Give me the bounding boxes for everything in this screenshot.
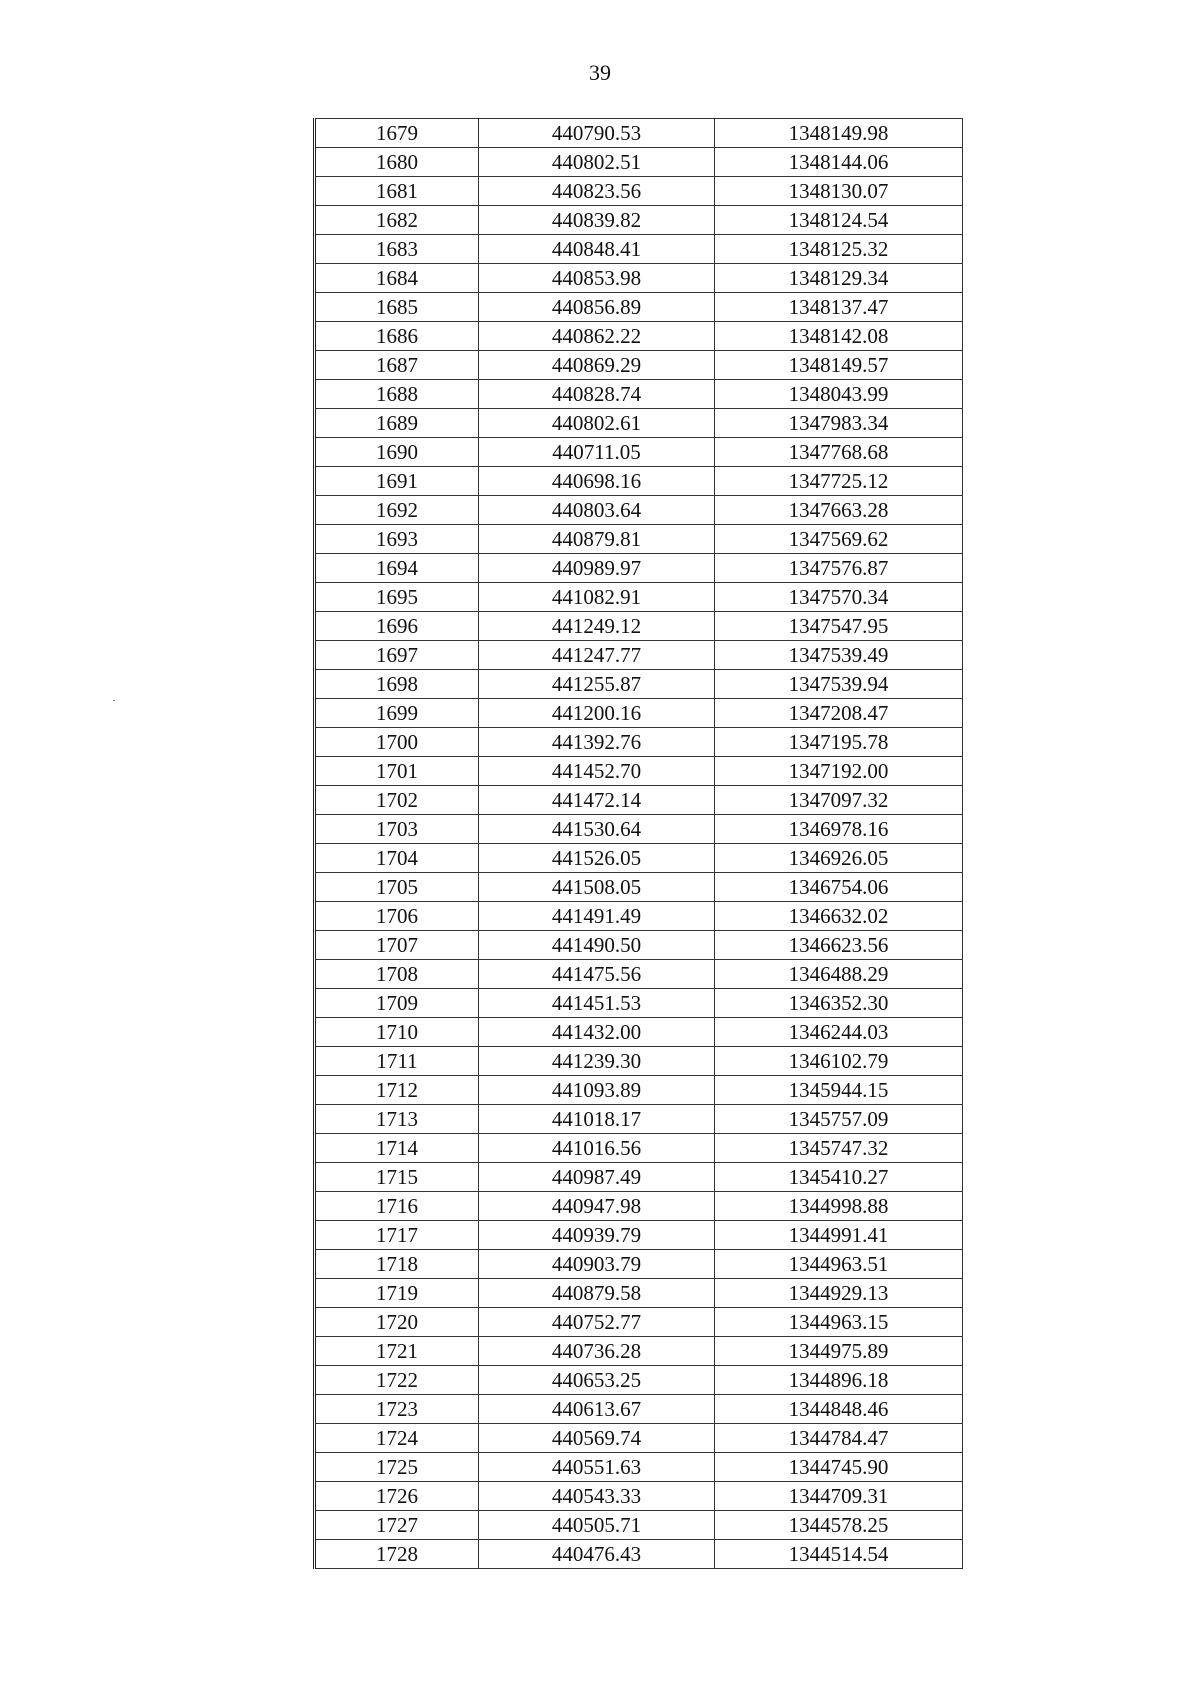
stray-mark — [113, 700, 115, 701]
table-row — [315, 1279, 963, 1308]
point-number-cell: 1688 — [315, 380, 479, 409]
table-row — [315, 1424, 963, 1453]
point-number-cell: 1727 — [315, 1511, 479, 1540]
point-number-cell: 1681 — [315, 177, 479, 206]
x-coordinate-cell: 441526.05 — [479, 844, 715, 873]
table-row — [315, 264, 963, 293]
table-row — [315, 1192, 963, 1221]
table-row — [315, 670, 963, 699]
point-number-cell: 1682 — [315, 206, 479, 235]
y-coordinate-cell: 1346352.30 — [715, 989, 963, 1018]
x-coordinate-cell: 440987.49 — [479, 1163, 715, 1192]
point-number-cell: 1698 — [315, 670, 479, 699]
table-row — [315, 873, 963, 902]
x-coordinate-cell: 440613.67 — [479, 1395, 715, 1424]
table-row — [315, 1134, 963, 1163]
x-coordinate-cell: 440848.41 — [479, 235, 715, 264]
table-row — [315, 1250, 963, 1279]
table-row — [315, 1366, 963, 1395]
x-coordinate-cell: 440989.97 — [479, 554, 715, 583]
y-coordinate-cell: 1344991.41 — [715, 1221, 963, 1250]
table-row — [315, 960, 963, 989]
x-coordinate-cell: 441093.89 — [479, 1076, 715, 1105]
table-row — [315, 931, 963, 960]
point-number-cell: 1680 — [315, 148, 479, 177]
table-row — [315, 757, 963, 786]
point-number-cell: 1720 — [315, 1308, 479, 1337]
point-number-cell: 1714 — [315, 1134, 479, 1163]
y-coordinate-cell: 1346623.56 — [715, 931, 963, 960]
x-coordinate-cell: 440476.43 — [479, 1540, 715, 1569]
table-row — [315, 612, 963, 641]
x-coordinate-cell: 440698.16 — [479, 467, 715, 496]
y-coordinate-cell: 1345410.27 — [715, 1163, 963, 1192]
x-coordinate-cell: 441239.30 — [479, 1047, 715, 1076]
x-coordinate-cell: 440862.22 — [479, 322, 715, 351]
y-coordinate-cell: 1348142.08 — [715, 322, 963, 351]
table-row — [315, 1105, 963, 1134]
point-number-cell: 1717 — [315, 1221, 479, 1250]
x-coordinate-cell: 441082.91 — [479, 583, 715, 612]
y-coordinate-cell: 1347768.68 — [715, 438, 963, 467]
x-coordinate-cell: 440823.56 — [479, 177, 715, 206]
x-coordinate-cell: 440736.28 — [479, 1337, 715, 1366]
point-number-cell: 1705 — [315, 873, 479, 902]
x-coordinate-cell: 440543.33 — [479, 1482, 715, 1511]
table-row — [315, 496, 963, 525]
x-coordinate-cell: 441392.76 — [479, 728, 715, 757]
table-row — [315, 438, 963, 467]
table-row — [315, 699, 963, 728]
table-row — [315, 786, 963, 815]
x-coordinate-cell: 441247.77 — [479, 641, 715, 670]
point-number-cell: 1718 — [315, 1250, 479, 1279]
x-coordinate-cell: 440802.51 — [479, 148, 715, 177]
y-coordinate-cell: 1347195.78 — [715, 728, 963, 757]
table-row — [315, 1482, 963, 1511]
x-coordinate-cell: 441452.70 — [479, 757, 715, 786]
table-row — [315, 525, 963, 554]
point-number-cell: 1696 — [315, 612, 479, 641]
table-row — [315, 641, 963, 670]
point-number-cell: 1679 — [315, 119, 479, 148]
y-coordinate-cell: 1344848.46 — [715, 1395, 963, 1424]
y-coordinate-cell: 1344963.51 — [715, 1250, 963, 1279]
point-number-cell: 1686 — [315, 322, 479, 351]
y-coordinate-cell: 1348149.98 — [715, 119, 963, 148]
y-coordinate-cell: 1348124.54 — [715, 206, 963, 235]
table-row — [315, 1453, 963, 1482]
y-coordinate-cell: 1348144.06 — [715, 148, 963, 177]
point-number-cell: 1691 — [315, 467, 479, 496]
x-coordinate-cell: 441249.12 — [479, 612, 715, 641]
table-row — [315, 1308, 963, 1337]
y-coordinate-cell: 1344578.25 — [715, 1511, 963, 1540]
point-number-cell: 1723 — [315, 1395, 479, 1424]
table-row — [315, 1540, 963, 1569]
table-row — [315, 1395, 963, 1424]
table-row — [315, 1047, 963, 1076]
point-number-cell: 1703 — [315, 815, 479, 844]
table-row — [315, 583, 963, 612]
table-row — [315, 380, 963, 409]
y-coordinate-cell: 1347983.34 — [715, 409, 963, 438]
x-coordinate-cell: 440939.79 — [479, 1221, 715, 1250]
table-row — [315, 467, 963, 496]
point-number-cell: 1709 — [315, 989, 479, 1018]
point-number-cell: 1725 — [315, 1453, 479, 1482]
point-number-cell: 1697 — [315, 641, 479, 670]
point-number-cell: 1724 — [315, 1424, 479, 1453]
point-number-cell: 1728 — [315, 1540, 479, 1569]
y-coordinate-cell: 1348129.34 — [715, 264, 963, 293]
x-coordinate-cell: 441432.00 — [479, 1018, 715, 1047]
point-number-cell: 1712 — [315, 1076, 479, 1105]
x-coordinate-cell: 441472.14 — [479, 786, 715, 815]
point-number-cell: 1684 — [315, 264, 479, 293]
y-coordinate-cell: 1346102.79 — [715, 1047, 963, 1076]
y-coordinate-cell: 1348125.32 — [715, 235, 963, 264]
y-coordinate-cell: 1346754.06 — [715, 873, 963, 902]
y-coordinate-cell: 1348149.57 — [715, 351, 963, 380]
x-coordinate-cell: 440505.71 — [479, 1511, 715, 1540]
x-coordinate-cell: 440903.79 — [479, 1250, 715, 1279]
y-coordinate-cell: 1344514.54 — [715, 1540, 963, 1569]
table-row — [315, 322, 963, 351]
x-coordinate-cell: 440711.05 — [479, 438, 715, 467]
y-coordinate-cell: 1344896.18 — [715, 1366, 963, 1395]
table-row — [315, 206, 963, 235]
x-coordinate-cell: 441475.56 — [479, 960, 715, 989]
point-number-cell: 1719 — [315, 1279, 479, 1308]
point-number-cell: 1711 — [315, 1047, 479, 1076]
table-row — [315, 119, 963, 148]
x-coordinate-cell: 440569.74 — [479, 1424, 715, 1453]
x-coordinate-cell: 441255.87 — [479, 670, 715, 699]
x-coordinate-cell: 441491.49 — [479, 902, 715, 931]
table-row — [315, 1018, 963, 1047]
point-number-cell: 1704 — [315, 844, 479, 873]
y-coordinate-cell: 1347539.94 — [715, 670, 963, 699]
x-coordinate-cell: 440752.77 — [479, 1308, 715, 1337]
x-coordinate-cell: 440879.81 — [479, 525, 715, 554]
table-row — [315, 815, 963, 844]
table-row — [315, 902, 963, 931]
y-coordinate-cell: 1344998.88 — [715, 1192, 963, 1221]
x-coordinate-cell: 440828.74 — [479, 380, 715, 409]
table-row — [315, 989, 963, 1018]
point-number-cell: 1687 — [315, 351, 479, 380]
y-coordinate-cell: 1344745.90 — [715, 1453, 963, 1482]
x-coordinate-cell: 441530.64 — [479, 815, 715, 844]
point-number-cell: 1726 — [315, 1482, 479, 1511]
table-row — [315, 235, 963, 264]
coordinates-table-body — [315, 119, 963, 1569]
table-row — [315, 177, 963, 206]
point-number-cell: 1694 — [315, 554, 479, 583]
x-coordinate-cell: 440856.89 — [479, 293, 715, 322]
y-coordinate-cell: 1347192.00 — [715, 757, 963, 786]
y-coordinate-cell: 1348137.47 — [715, 293, 963, 322]
point-number-cell: 1699 — [315, 699, 479, 728]
y-coordinate-cell: 1348130.07 — [715, 177, 963, 206]
point-number-cell: 1692 — [315, 496, 479, 525]
y-coordinate-cell: 1346978.16 — [715, 815, 963, 844]
table-row — [315, 293, 963, 322]
y-coordinate-cell: 1347569.62 — [715, 525, 963, 554]
x-coordinate-cell: 441451.53 — [479, 989, 715, 1018]
point-number-cell: 1722 — [315, 1366, 479, 1395]
table-row — [315, 1511, 963, 1540]
x-coordinate-cell: 441200.16 — [479, 699, 715, 728]
y-coordinate-cell: 1345944.15 — [715, 1076, 963, 1105]
x-coordinate-cell: 440879.58 — [479, 1279, 715, 1308]
table-row — [315, 1221, 963, 1250]
table-row — [315, 728, 963, 757]
y-coordinate-cell: 1344963.15 — [715, 1308, 963, 1337]
point-number-cell: 1702 — [315, 786, 479, 815]
y-coordinate-cell: 1346632.02 — [715, 902, 963, 931]
table-row — [315, 1076, 963, 1105]
table-row — [315, 1163, 963, 1192]
point-number-cell: 1721 — [315, 1337, 479, 1366]
point-number-cell: 1708 — [315, 960, 479, 989]
table-row — [315, 409, 963, 438]
y-coordinate-cell: 1344975.89 — [715, 1337, 963, 1366]
y-coordinate-cell: 1347725.12 — [715, 467, 963, 496]
y-coordinate-cell: 1344784.47 — [715, 1424, 963, 1453]
x-coordinate-cell: 440790.53 — [479, 119, 715, 148]
table-row — [315, 148, 963, 177]
x-coordinate-cell: 441018.17 — [479, 1105, 715, 1134]
x-coordinate-cell: 441508.05 — [479, 873, 715, 902]
x-coordinate-cell: 440551.63 — [479, 1453, 715, 1482]
page-number: 39 — [589, 60, 611, 85]
table-row — [315, 1337, 963, 1366]
x-coordinate-cell: 440802.61 — [479, 409, 715, 438]
x-coordinate-cell: 440869.29 — [479, 351, 715, 380]
y-coordinate-cell: 1345757.09 — [715, 1105, 963, 1134]
y-coordinate-cell: 1347547.95 — [715, 612, 963, 641]
y-coordinate-cell: 1345747.32 — [715, 1134, 963, 1163]
y-coordinate-cell: 1346244.03 — [715, 1018, 963, 1047]
point-number-cell: 1707 — [315, 931, 479, 960]
coordinates-table — [313, 118, 963, 1569]
point-number-cell: 1689 — [315, 409, 479, 438]
table-row — [315, 844, 963, 873]
point-number-cell: 1710 — [315, 1018, 479, 1047]
point-number-cell: 1700 — [315, 728, 479, 757]
table-row — [315, 554, 963, 583]
point-number-cell: 1713 — [315, 1105, 479, 1134]
point-number-cell: 1716 — [315, 1192, 479, 1221]
point-number-cell: 1706 — [315, 902, 479, 931]
y-coordinate-cell: 1347663.28 — [715, 496, 963, 525]
y-coordinate-cell: 1344709.31 — [715, 1482, 963, 1511]
x-coordinate-cell: 440653.25 — [479, 1366, 715, 1395]
x-coordinate-cell: 441490.50 — [479, 931, 715, 960]
point-number-cell: 1715 — [315, 1163, 479, 1192]
point-number-cell: 1695 — [315, 583, 479, 612]
y-coordinate-cell: 1344929.13 — [715, 1279, 963, 1308]
y-coordinate-cell: 1346926.05 — [715, 844, 963, 873]
x-coordinate-cell: 440853.98 — [479, 264, 715, 293]
point-number-cell: 1685 — [315, 293, 479, 322]
y-coordinate-cell: 1348043.99 — [715, 380, 963, 409]
point-number-cell: 1683 — [315, 235, 479, 264]
y-coordinate-cell: 1347570.34 — [715, 583, 963, 612]
x-coordinate-cell: 440947.98 — [479, 1192, 715, 1221]
y-coordinate-cell: 1347576.87 — [715, 554, 963, 583]
point-number-cell: 1693 — [315, 525, 479, 554]
x-coordinate-cell: 440839.82 — [479, 206, 715, 235]
y-coordinate-cell: 1346488.29 — [715, 960, 963, 989]
x-coordinate-cell: 440803.64 — [479, 496, 715, 525]
point-number-cell: 1701 — [315, 757, 479, 786]
point-number-cell: 1690 — [315, 438, 479, 467]
y-coordinate-cell: 1347208.47 — [715, 699, 963, 728]
table-row — [315, 351, 963, 380]
y-coordinate-cell: 1347539.49 — [715, 641, 963, 670]
x-coordinate-cell: 441016.56 — [479, 1134, 715, 1163]
y-coordinate-cell: 1347097.32 — [715, 786, 963, 815]
